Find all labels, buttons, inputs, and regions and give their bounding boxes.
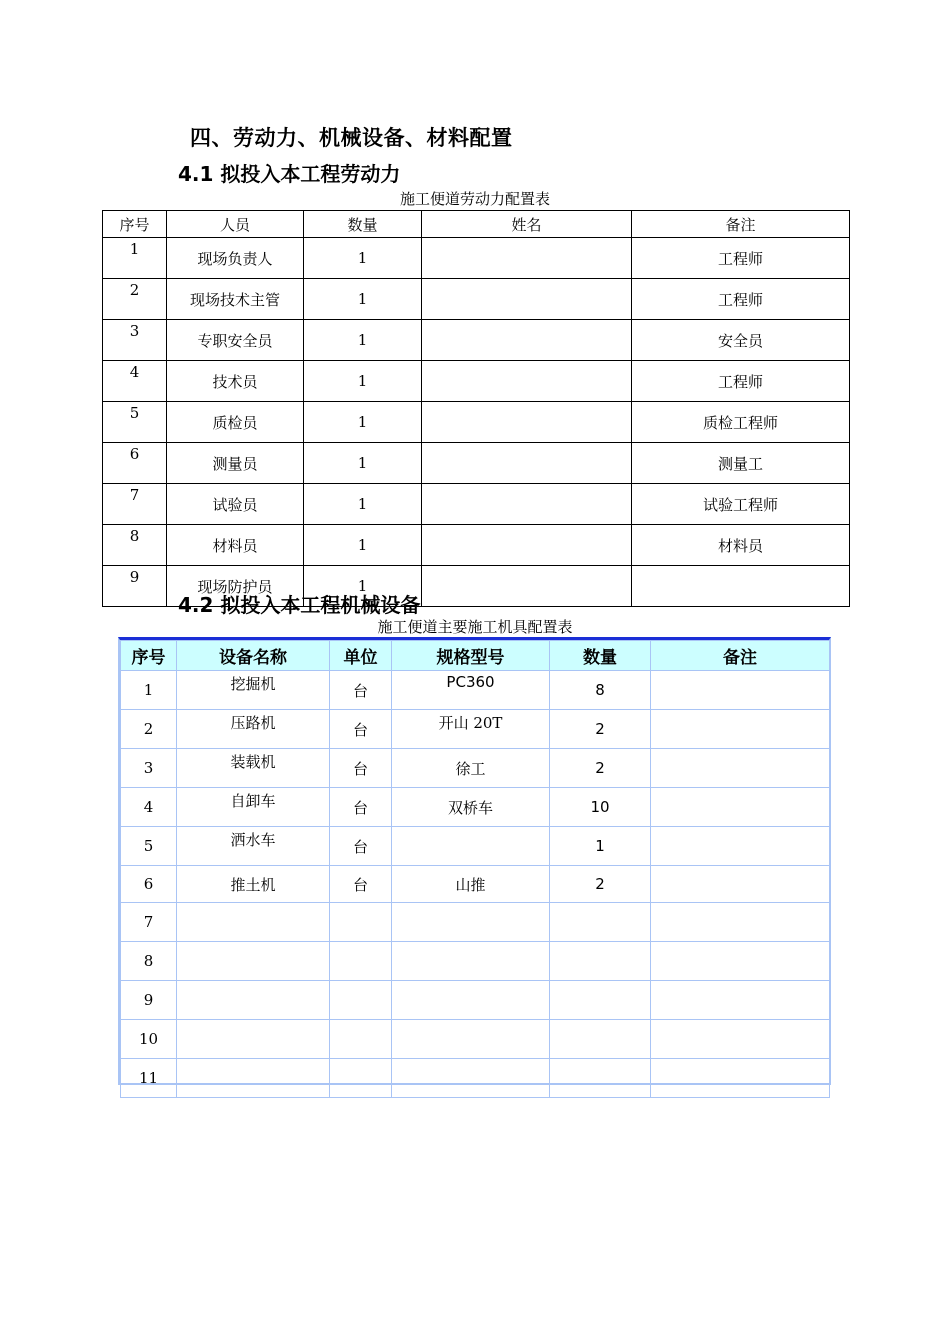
- person-cell: 材料员: [167, 525, 304, 566]
- header-cell: 规格型号: [392, 641, 550, 671]
- qty-cell: 10: [550, 788, 651, 827]
- header-cell: 数量: [304, 211, 422, 238]
- qty-cell: 1: [304, 566, 422, 607]
- qty-cell: 8: [550, 671, 651, 710]
- name-cell: [422, 238, 632, 279]
- remark-cell: [651, 866, 830, 903]
- remark-cell: [651, 749, 830, 788]
- seq-cell: 2: [121, 710, 177, 749]
- model-cell: 徐工: [392, 749, 550, 788]
- person-cell: 现场防护员: [167, 566, 304, 607]
- table-row: [103, 361, 850, 402]
- table-row: [121, 981, 830, 1020]
- table-row: [121, 1020, 830, 1059]
- remark-cell: 工程师: [632, 279, 850, 320]
- model-cell: [392, 1059, 550, 1098]
- seq-cell: 8: [121, 942, 177, 981]
- unit-cell: [330, 1059, 392, 1098]
- remark-cell: 安全员: [632, 320, 850, 361]
- qty-cell: 1: [304, 525, 422, 566]
- seq-cell: 9: [121, 981, 177, 1020]
- labor-heading: 4.1 拟投入本工程劳动力: [178, 162, 401, 186]
- seq-cell: 8: [103, 525, 167, 566]
- name-cell: [422, 361, 632, 402]
- qty-cell: [550, 981, 651, 1020]
- table-row: [121, 710, 830, 749]
- model-cell: [392, 903, 550, 942]
- remark-cell: [651, 903, 830, 942]
- remark-cell: [651, 710, 830, 749]
- remark-cell: 材料员: [632, 525, 850, 566]
- seq-cell: 6: [103, 443, 167, 484]
- seq-cell: 4: [121, 788, 177, 827]
- header-cell: 姓名: [422, 211, 632, 238]
- model-cell: [392, 981, 550, 1020]
- qty-cell: 1: [550, 827, 651, 866]
- header-cell: 人员: [167, 211, 304, 238]
- seq-cell: 5: [103, 402, 167, 443]
- seq-cell: 3: [103, 320, 167, 361]
- table-row: [103, 279, 850, 320]
- seq-cell: 7: [121, 903, 177, 942]
- header-cell: 单位: [330, 641, 392, 671]
- model-cell: [392, 942, 550, 981]
- seq-cell: 3: [121, 749, 177, 788]
- equipment-name-cell: 自卸车: [177, 788, 330, 827]
- remark-cell: [651, 788, 830, 827]
- equipment-header-row: [121, 641, 830, 671]
- equipment-name-cell: [177, 1059, 330, 1098]
- name-cell: [422, 566, 632, 607]
- person-cell: 质检员: [167, 402, 304, 443]
- seq-cell: 6: [121, 866, 177, 903]
- qty-cell: [550, 1020, 651, 1059]
- remark-cell: [651, 981, 830, 1020]
- equipment-table-caption: 施工便道主要施工机具配置表: [377, 618, 573, 636]
- model-cell: 山推: [392, 866, 550, 903]
- table-row: [121, 942, 830, 981]
- equipment-name-cell: [177, 903, 330, 942]
- name-cell: [422, 525, 632, 566]
- header-cell: 序号: [103, 211, 167, 238]
- unit-cell: [330, 981, 392, 1020]
- remark-cell: [651, 671, 830, 710]
- qty-cell: 1: [304, 361, 422, 402]
- section-heading: 四、劳动力、机械设备、材料配置: [190, 126, 513, 150]
- equipment-name-cell: 洒水车: [177, 827, 330, 866]
- remark-cell: 工程师: [632, 361, 850, 402]
- remark-cell: [651, 942, 830, 981]
- table-row: [121, 671, 830, 710]
- qty-cell: 2: [550, 749, 651, 788]
- person-cell: 现场技术主管: [167, 279, 304, 320]
- qty-cell: 1: [304, 402, 422, 443]
- header-cell: 数量: [550, 641, 651, 671]
- qty-cell: 1: [304, 279, 422, 320]
- unit-cell: 台: [330, 866, 392, 903]
- remark-cell: [651, 1059, 830, 1098]
- name-cell: [422, 320, 632, 361]
- seq-cell: 2: [103, 279, 167, 320]
- person-cell: 测量员: [167, 443, 304, 484]
- name-cell: [422, 279, 632, 320]
- name-cell: [422, 443, 632, 484]
- equipment-name-cell: 压路机: [177, 710, 330, 749]
- unit-cell: [330, 1020, 392, 1059]
- seq-cell: 1: [121, 671, 177, 710]
- seq-cell: 7: [103, 484, 167, 525]
- remark-cell: [651, 1020, 830, 1059]
- unit-cell: 台: [330, 827, 392, 866]
- seq-cell: 11: [121, 1059, 177, 1098]
- equipment-name-cell: [177, 942, 330, 981]
- model-cell: PC360: [392, 671, 550, 710]
- table-row: [121, 866, 830, 903]
- table-row: [103, 320, 850, 361]
- unit-cell: 台: [330, 710, 392, 749]
- remark-cell: [651, 827, 830, 866]
- header-cell: 备注: [651, 641, 830, 671]
- table-row: [121, 903, 830, 942]
- qty-cell: 1: [304, 320, 422, 361]
- model-cell: 开山 20T: [392, 710, 550, 749]
- remark-cell: 试验工程师: [632, 484, 850, 525]
- seq-cell: 1: [103, 238, 167, 279]
- labor-header-row: [103, 211, 850, 238]
- qty-cell: 2: [550, 710, 651, 749]
- remark-cell: 质检工程师: [632, 402, 850, 443]
- seq-cell: 9: [103, 566, 167, 607]
- person-cell: 试验员: [167, 484, 304, 525]
- model-cell: 双桥车: [392, 788, 550, 827]
- equipment-name-cell: 推土机: [177, 866, 330, 903]
- unit-cell: 台: [330, 749, 392, 788]
- equipment-heading: 4.2 拟投入本工程机械设备: [178, 593, 421, 617]
- seq-cell: 4: [103, 361, 167, 402]
- name-cell: [422, 402, 632, 443]
- unit-cell: [330, 942, 392, 981]
- table-row: [103, 484, 850, 525]
- remark-cell: 工程师: [632, 238, 850, 279]
- equipment-table-frame: [118, 637, 831, 1085]
- unit-cell: 台: [330, 671, 392, 710]
- person-cell: 技术员: [167, 361, 304, 402]
- header-cell: 序号: [121, 641, 177, 671]
- unit-cell: [330, 903, 392, 942]
- table-row: [103, 402, 850, 443]
- qty-cell: 2: [550, 866, 651, 903]
- qty-cell: 1: [304, 443, 422, 484]
- table-row: [121, 1059, 830, 1098]
- qty-cell: 1: [304, 484, 422, 525]
- remark-cell: [632, 566, 850, 607]
- person-cell: 现场负责人: [167, 238, 304, 279]
- equipment-name-cell: [177, 981, 330, 1020]
- qty-cell: [550, 1059, 651, 1098]
- equipment-name-cell: 挖掘机: [177, 671, 330, 710]
- seq-cell: 5: [121, 827, 177, 866]
- name-cell: [422, 484, 632, 525]
- table-row: [121, 749, 830, 788]
- labor-table-caption: 施工便道劳动力配置表: [399, 190, 550, 208]
- header-cell: 设备名称: [177, 641, 330, 671]
- qty-cell: 1: [304, 238, 422, 279]
- model-cell: [392, 827, 550, 866]
- table-row: [103, 443, 850, 484]
- model-cell: [392, 1020, 550, 1059]
- unit-cell: 台: [330, 788, 392, 827]
- equipment-table: [120, 640, 830, 1098]
- table-row: [103, 525, 850, 566]
- table-row: [121, 827, 830, 866]
- equipment-name-cell: 装载机: [177, 749, 330, 788]
- remark-cell: 测量工: [632, 443, 850, 484]
- qty-cell: [550, 942, 651, 981]
- table-row: [121, 788, 830, 827]
- labor-table: [102, 210, 850, 607]
- qty-cell: [550, 903, 651, 942]
- seq-cell: 10: [121, 1020, 177, 1059]
- table-row: [103, 238, 850, 279]
- equipment-name-cell: [177, 1020, 330, 1059]
- person-cell: 专职安全员: [167, 320, 304, 361]
- header-cell: 备注: [632, 211, 850, 238]
